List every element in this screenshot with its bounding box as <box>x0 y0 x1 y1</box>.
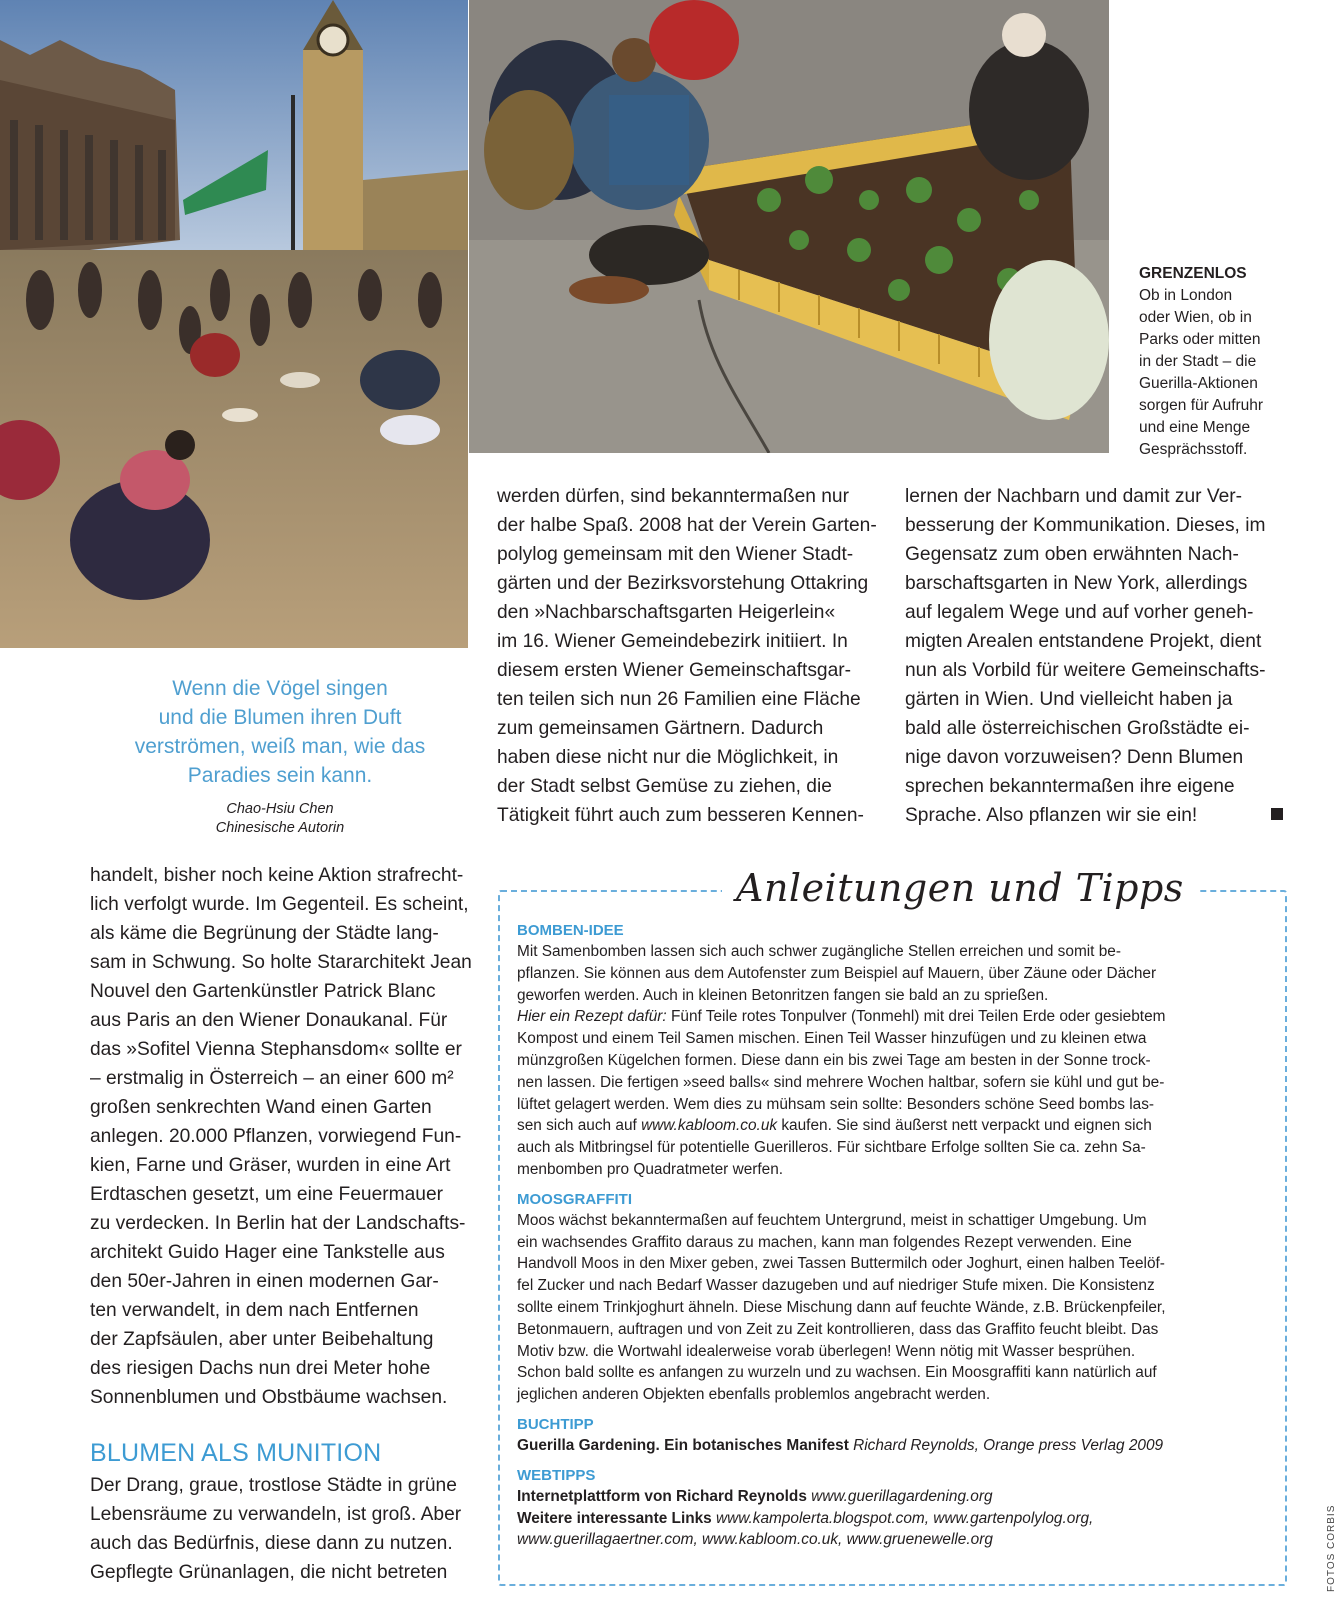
tip-heading-moos: MOOSGRAFFITI <box>517 1190 632 1208</box>
photo-credit: FOTOS CORBIS <box>1326 1504 1337 1592</box>
text-line: geworfen werden. Auch in kleinen Betonritzen fangen sie bald an zu sprießen. <box>517 986 1049 1004</box>
text-line: ein wachsendes Graffito daraus zu machen, kann man folgendes Rezept verwenden. Eine <box>517 1233 1132 1251</box>
web-links-line-3[interactable]: www.guerillagaertner.com, www.kabloom.co.uk, www.gruenewelle.org <box>517 1531 993 1549</box>
recipe-label: Hier ein Rezept dafür: <box>517 1008 667 1026</box>
text-line: besserung der Kommunikation. Dieses, im <box>905 515 1266 536</box>
recipe-first-line: Fünf Teile rotes Tonpulver (Tonmehl) mit drei Teilen Erde oder gesiebtem <box>666 1008 1166 1026</box>
text-line: menbomben pro Quadratmeter werfen. <box>517 1160 784 1178</box>
pull-quote <box>100 674 460 838</box>
text-line: münzgroßen Kügelchen formen. Diese dann ein bis zwei Tage am besten in der Sonne trock- <box>517 1051 1151 1069</box>
text-line: den 50er-Jahren in einen modernen Gar- <box>90 1271 439 1292</box>
text-line: gärten in Wien. Und vielleicht haben ja <box>905 689 1233 710</box>
text-line: oder Wien, ob in <box>1139 309 1252 326</box>
text-line: gärten und der Bezirksvorstehung Ottakring <box>497 573 869 594</box>
text-line: sorgen für Aufruhr <box>1139 397 1264 414</box>
text-line: auf legalem Wege und auf vorher geneh- <box>905 602 1254 623</box>
text-line: im 16. Wiener Gemeindebezirk initiiert. In <box>497 631 848 652</box>
caption-title: GRENZENLOS <box>1139 265 1247 282</box>
caption-text <box>1139 285 1339 461</box>
text-line: haben diese nicht nur die Möglichkeit, in <box>497 747 839 768</box>
text-line: lernen der Nachbarn und damit zur Ver- <box>905 486 1243 507</box>
text-line: Gepflegte Grünanlagen, die nicht betreten <box>90 1562 448 1583</box>
text-line: werden dürfen, sind bekanntermaßen nur <box>497 486 849 507</box>
text-line: architekt Guido Hager eine Tankstelle aus <box>90 1242 445 1263</box>
tip-text-buch <box>517 1435 1277 1457</box>
kabloom-pre: sen sich auch auf <box>517 1117 642 1135</box>
text-line: Schon bald sollte es anfangen zu wurzeln und zu wachsen. Ein Moosgraffiti kann natürlich auf <box>517 1364 1157 1382</box>
quote-text <box>100 674 460 790</box>
text-line: in der Stadt – die <box>1139 353 1257 370</box>
quote-author: Chao-Hsiu Chen <box>226 801 334 817</box>
text-line: bald alle österreichischen Großstädte ei- <box>905 718 1250 739</box>
book-title: Guerilla Gardening. Ein botanisches Manifest <box>517 1436 849 1454</box>
text-line: barschaftsgarten in New York, allerdings <box>905 573 1248 594</box>
tip-text-moos <box>517 1210 1277 1406</box>
text-line: Wenn die Vögel singen <box>172 677 388 700</box>
tip-heading-web: WEBTIPPS <box>517 1466 596 1484</box>
quote-author-role: Chinesische Autorin <box>215 820 345 836</box>
text-line: lich verfolgt wurde. Im Gegenteil. Es scheint, <box>90 894 469 915</box>
text-line: Gesprächsstoff. <box>1139 441 1248 458</box>
text-line: auch das Bedürfnis, diese dann zu nutzen. <box>90 1533 453 1554</box>
london-protest-photo <box>0 0 468 648</box>
web-label-1: Internetplattform von Richard Reynolds <box>517 1487 807 1505</box>
photo-caption <box>1139 263 1339 461</box>
text-line: kien, Farne und Gräser, wurden in eine Art <box>90 1155 451 1176</box>
tips-content <box>517 920 1277 1551</box>
text-line: nen lassen. Die fertigen »seed balls« sind mehrere Wochen haltbar, sofern sie kühl und gut be- <box>517 1073 1165 1091</box>
text-line: verströmen, weiß man, wie das <box>134 735 426 758</box>
text-line: Ob in London <box>1139 287 1233 304</box>
text-line: Erdtaschen gesetzt, um eine Feuermauer <box>90 1184 444 1205</box>
text-line: Sonnenblumen und Obstbäume wachsen. <box>90 1387 448 1408</box>
text-line: Parks oder mitten <box>1139 331 1261 348</box>
text-line: migten Arealen entstandene Projekt, dient <box>905 631 1262 652</box>
text-line: anlegen. 20.000 Pflanzen, vorwiegend Fun- <box>90 1126 462 1147</box>
section-heading: BLUMEN ALS MUNITION <box>90 1439 382 1467</box>
text-line: der Zapfsäulen, aber unter Beibehaltung <box>90 1329 434 1350</box>
tips-box-title-wrap <box>722 866 1198 910</box>
text-line: ten teilen sich nun 26 Familien eine Fläche <box>497 689 861 710</box>
text-line: Betonmauern, auftragen und von Zeit zu Zeit kontrollieren, dass das Graffito feucht bleibt. Das <box>517 1320 1159 1338</box>
text-line: sam in Schwung. So holte Stararchitekt Jean <box>90 952 472 973</box>
web-links-line-2[interactable]: www.kampolerta.blogspot.com, www.gartenpolylog.org, <box>711 1509 1094 1527</box>
text-line: großen senkrechten Wand einen Garten <box>90 1097 432 1118</box>
text-line: sollte einem Trinkjoghurt ähneln. Diese Mischung dann auf feuchte Wände, z.B. Brückenpfeiler, <box>517 1298 1166 1316</box>
text-line: fel Zucker und nach Bedarf Wasser dazugeben und auf niedriger Stufe mixen. Die Konsistenz <box>517 1277 1155 1295</box>
kabloom-post: kaufen. Sie sind äußerst nett verpackt und eignen sich <box>777 1117 1152 1135</box>
text-line: zu verdecken. In Berlin hat der Landschafts- <box>90 1213 466 1234</box>
web-label-2: Weitere interessante Links <box>517 1509 712 1527</box>
text-line: – erstmalig in Österreich – an einer 600 m² <box>90 1068 454 1089</box>
text-line: Lebensräume zu verwandeln, ist groß. Aber <box>90 1504 462 1525</box>
text-line: den »Nachbarschaftsgarten Heigerlein« <box>497 602 836 623</box>
text-line: Gegensatz zum oben erwähnten Nach- <box>905 544 1239 565</box>
raised-bed-photo <box>469 0 1109 453</box>
text-line: diesem ersten Wiener Gemeinschaftsgar- <box>497 660 852 681</box>
article-column-right <box>905 482 1295 830</box>
text-line: Nouvel den Gartenkünstler Patrick Blanc <box>90 981 436 1002</box>
text-line: handelt, bisher noch keine Aktion strafrecht- <box>90 865 464 886</box>
kabloom-link[interactable]: www.kabloom.co.uk <box>641 1117 778 1135</box>
text-line: Guerilla-Aktionen <box>1139 375 1258 392</box>
end-of-article-marker <box>1271 808 1283 820</box>
text-line: nun als Vorbild für weitere Gemeinschafts- <box>905 660 1266 681</box>
text-line: das »Sofitel Vienna Stephansdom« sollte er <box>90 1039 462 1060</box>
book-detail: Richard Reynolds, Orange press Verlag 2009 <box>848 1436 1164 1454</box>
text-line: aus Paris an den Wiener Donaukanal. Für <box>90 1010 448 1031</box>
text-line: lüftet gelagert werden. Wem dies zu mühsam sein sollte: Besonders schöne Seed bombs las- <box>517 1095 1155 1113</box>
text-line: Kompost und einem Teil Samen mischen. Einen Teil Wasser hinzufügen und zu kleinen etwa <box>517 1030 1147 1048</box>
text-line: und die Blumen ihren Duft <box>158 706 402 729</box>
text-line: Paradies sein kann. <box>187 764 373 787</box>
tip-heading-buch: BUCHTIPP <box>517 1415 594 1433</box>
text-line: der halbe Spaß. 2008 hat der Verein Garten- <box>497 515 877 536</box>
tip-text-bomben <box>517 941 1277 1181</box>
text-line: nige davon vorzuweisen? Denn Blumen <box>905 747 1244 768</box>
text-line: des riesigen Dachs nun drei Meter hohe <box>90 1358 431 1379</box>
tip-text-web <box>517 1486 1277 1551</box>
article-column-middle <box>497 482 887 830</box>
text-line: Handvoll Moos in den Mixer geben, zwei Tassen Buttermilch oder Joghurt, einen halben Teelöf- <box>517 1255 1165 1273</box>
text-line: Moos wächst bekanntermaßen auf feuchtem Untergrund, meist in schattiger Umgebung. Um <box>517 1211 1147 1229</box>
text-line: pflanzen. Sie können aus dem Autofenster zum Beispiel auf Mauern, über Zäune oder Dächer <box>517 964 1157 982</box>
article-column-left <box>90 861 480 1412</box>
text-line: zum gemeinsamen Gärtnern. Dadurch <box>497 718 824 739</box>
text-line: der Stadt selbst Gemüse zu ziehen, die <box>497 776 832 797</box>
text-line: Motiv bzw. die Wortwahl idealerweise vorab überlegen! Wenn nötig mit Wasser besprühen. <box>517 1342 1136 1360</box>
text-line: polylog gemeinsam mit den Wiener Stadt- <box>497 544 854 565</box>
tips-box-title: Anleitungen und Tipps <box>736 866 1184 910</box>
web-link-guerillagardening[interactable]: www.guerillagardening.org <box>806 1487 993 1505</box>
text-line: sprechen bekanntermaßen ihre eigene <box>905 776 1235 797</box>
text-line: und eine Menge <box>1139 419 1251 436</box>
text-line: Mit Samenbomben lassen sich auch schwer zugängliche Stellen erreichen und somit be- <box>517 943 1121 960</box>
text-line: Der Drang, graue, trostlose Städte in grüne <box>90 1475 457 1496</box>
tip-heading-bomben: BOMBEN-IDEE <box>517 922 624 939</box>
text-line: Sprache. Also pflanzen wir sie ein! <box>905 805 1198 826</box>
text-line: jeglichen anderen Objekten ebenfalls problemlos angebracht werden. <box>517 1386 991 1404</box>
text-line: ten verwandelt, in dem nach Entfernen <box>90 1300 419 1321</box>
text-line: als käme die Begrünung der Städte lang- <box>90 923 439 944</box>
text-line: auch als Mitbringsel für potentielle Guerilleros. Für sichtbare Erfolge sollten Sie ca. zehn Sa- <box>517 1139 1146 1157</box>
text-line: Tätigkeit führt auch zum besseren Kennen- <box>497 805 864 826</box>
article-column-left-continued <box>90 1471 480 1587</box>
